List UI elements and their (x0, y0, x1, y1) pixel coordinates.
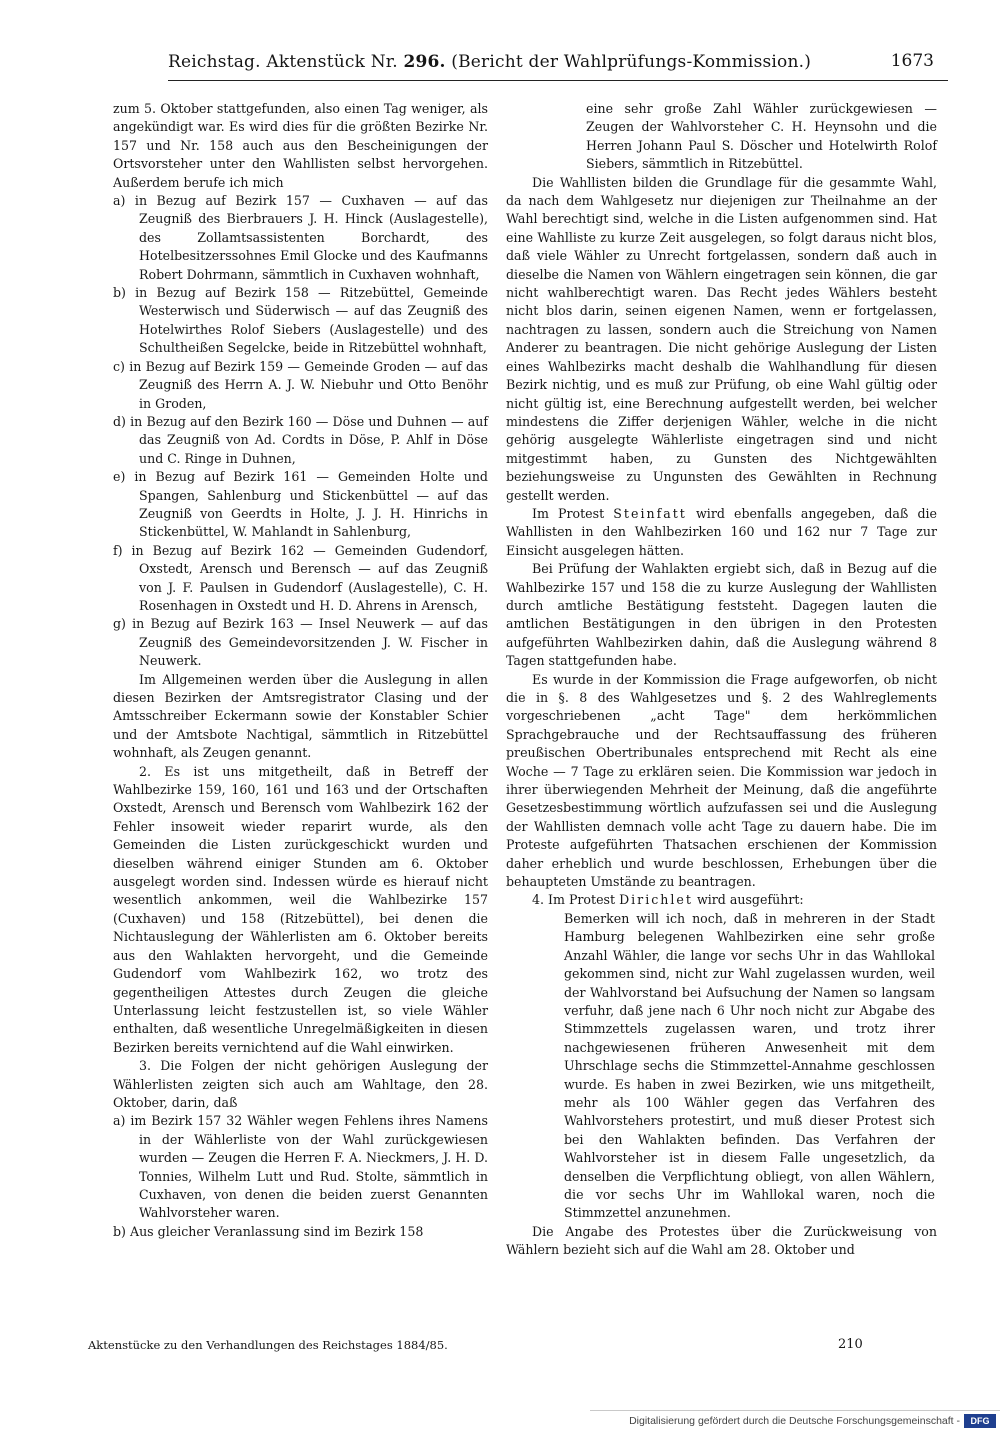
paragraph: Im Allgemeinen werden über die Auslegung in allen diesen Bezirken der Amtsregistrator Clasing und der Amtsschreiber Eckermann sowie der Konstabler Schier und der Amtsbote Nachtigal, sämmtlich in Ritzebüttel wohnhaft, als Zeugen genannt. (113, 671, 488, 761)
protest-name: Steinfatt (613, 505, 687, 521)
paragraph: Die Angabe des Protestes über die Zurückweisung von Wählern bezieht sich auf die Wahl am 28. Oktober und (506, 1223, 937, 1258)
digitization-notice-bar (590, 1410, 1000, 1433)
right-column (506, 100, 937, 1260)
dfg-logo-icon: DFG (964, 1414, 996, 1428)
paragraph-text: wird ebenfalls angegeben, daß die Wahllisten in den Wahlbezirken 160 und 162 nur 7 Tage zur Einsicht ausgelegen hätten. (506, 505, 937, 558)
protest-name: Dirichlet (619, 892, 693, 908)
list-item: c) in Bezug auf Bezirk 159 — Gemeinde Groden — auf das Zeugniß des Herrn A. J. W. Niebuhr und Otto Benöhr in Groden, (113, 358, 488, 411)
paragraph: zum 5. Oktober stattgefunden, also einen Tag weniger, als angekündigt war. Es wird dies für die größten Bezirke Nr. 157 und Nr. 158 auch aus den Bescheinigungen der Ortsvorsteher unter den Wahllisten selbst hervorgehen. Außerdem berufe ich mich (113, 101, 488, 190)
list-item: g) in Bezug auf Bezirk 163 — Insel Neuwerk — auf das Zeugniß des Gemeindevorsitzenden J. W. Fischer in Neuwerk. (113, 616, 488, 669)
paragraph-text: wird ausgeführt: (692, 892, 804, 908)
list-item: e) in Bezug auf Bezirk 161 — Gemeinden Holte und Spangen, Sahlenburg und Stickenbüttel — auf das Zeugniß von Geerdts in Holte, J. J. H. Hinrichs in Stickenbüttel, W. Mahlandt in Sahlenburg, (113, 469, 488, 540)
paragraph-text: 4. Im Protest (532, 892, 620, 908)
paragraph: Die Wahllisten bilden die Grundlage für die gesammte Wahl, da nach dem Wahlgesetz nur diejenigen zur Theilnahme an der Wahl berechtigt sind, welche in die Listen aufgenommen sind. Hat eine Wahlliste zu kurze Zeit ausgelegen, so folgt daraus nicht blos, daß viele Wähler zu Unrecht fortgelassen, sondern daß auch in dieselbe die Namen von Wählern eingetragen sein können, die gar nicht wahlberechtigt waren. Das Recht jedes Wählers besteht nicht blos darin, seinen eigenen Namen, wenn er fortgelassen, nachtragen zu lassen, sondern auch die Streichung von Namen Anderer zu beantragen. Die nicht gehörige Auslegung der Listen eines Wahlbezirks macht deshalb die Wahlhandlung für diesen Bezirk nichtig, und es muß zur Prüfung, ob eine Wahl gültig oder nicht gültig ist, eine Berechnung aufgestellt werden, bei welcher mindestens die Ziffer derjenigen Wähler, welche in die nicht gehörig ausgelegte Wählerliste eingetragen sind und nicht mitgestimmt haben, zu Gunsten des Nichtgewählten beziehungsweise zu Ungunsten des Gewählten in Rechnung gestellt werden. (506, 174, 937, 503)
paragraph: Es wurde in der Kommission die Frage aufgeworfen, ob nicht die in §. 8 des Wahlgesetzes und §. 2 des Wahlreglements vorgeschriebenen „acht Tage" dem herkömmlichen Sprachgebrauche und der Rechtsauffassung des früheren preußischen Obertribunales entsprechend mit Recht als eine Woche — 7 Tage zu erklären seien. Die Kommission war jedoch in ihrer überwiegenden Mehrheit der Meinung, daß die angeführte Gesetzesbestimmung wörtlich aufzufassen sei und die Auslegung der Wahllisten demnach volle acht Tage zu dauern habe. Die im Proteste aufgeführten Thatsachen erschienen der Kommission daher erheblich und wurde beschlossen, Erhebungen über die behaupteten Umstände zu beantragen. (506, 671, 937, 890)
document-number: 296. (403, 52, 446, 72)
footer-source: Aktenstücke zu den Verhandlungen des Reichstages 1884/85. (88, 1338, 448, 1352)
page-header (168, 50, 948, 81)
paragraph: Bei Prüfung der Wahlakten ergiebt sich, daß in Bezug auf die Wahlbezirke 157 und 158 die zu kurze Auslegung der Wahllisten durch amtliche Bestätigung feststeht. Dagegen lauten die amtlichen Bestätigungen in den übrigen in den Protesten aufgeführten Wahlbezirken dahin, daß die Auslegung während 8 Tagen stattgefunden habe. (506, 561, 937, 669)
page-number: 1673 (890, 51, 934, 71)
paragraph-text: Im Protest (532, 505, 614, 521)
list-item: f) in Bezug auf Bezirk 162 — Gemeinden Gudendorf, Oxstedt, Arensch und Berensch — auf das Zeugniß von J. F. Paulsen in Gudendorf (Auslagestelle), C. H. Rosenhagen in Oxstedt und H. D. Ahrens in Arensch, (113, 542, 488, 613)
list-item: d) in Bezug auf den Bezirk 160 — Döse und Duhnen — auf das Zeugniß von Ad. Cordts in Döse, P. Ahlf in Döse und C. Ringe in Duhnen, (113, 413, 488, 466)
digitization-notice: Digitalisierung gefördert durch die Deutsche Forschungsgemeinschaft - (629, 1415, 960, 1427)
list-item: a) im Bezirk 157 32 Wähler wegen Fehlens ihres Namens in der Wählerliste von der Wahl zurückgewiesen wurden — Zeugen die Herren F. A. Nieckmers, J. H. D. Tonnies, Wilhelm Lutt und Rud. Stolte, sämmtlich in Cuxhaven, von denen die beiden zuerst Genannten Wahlvorsteher waren. (113, 1113, 488, 1221)
list-item: b) Aus gleicher Veranlassung sind im Bezirk 158 (113, 1223, 424, 1239)
list-item: a) in Bezug auf Bezirk 157 — Cuxhaven — auf das Zeugniß des Bierbrauers J. H. Hinck (Auslagestelle), des Zollamtsassistenten Borchardt, des Hotelbesitzerssohnes Emil Glocke und des Kaufmanns Robert Dohrmann, sämmtlich in Cuxhaven wohnhaft, (113, 193, 488, 282)
block-quote: Bemerken will ich noch, daß in mehreren in der Stadt Hamburg belegenen Wahlbezirken eine sehr große Anzahl Wähler, die lange vor sechs Uhr in das Wahllokal gekommen sind, nicht zur Wahl zugelassen wurden, weil der Wahlvorstand bei Aufsuchung der Namen so langsam verfuhr, daß jene nach 6 Uhr noch nicht zur Abgabe des Stimmzettels zugelassen waren, und trotz ihrer nachgewiesenen früheren Anwesenheit mit dem Uhrschlage sechs die Stimmzettel-Annahme geschlossen wurde. Es haben in zwei Bezirken, wie uns mitgetheilt, mehr als 100 Wähler gegen das Verfahren des Wahlvorstehers protestirt, und muß dieser Protest sich bei den Wahlakten befinden. Das Verfahren der Wahlvorsteher ist in diesem Falle ungesetzlich, da denselben die Verpflichtung obliegt, von allen Wählern, die vor sechs Uhr im Wahllokal waren, noch die Stimmzettel anzunehmen. (564, 910, 935, 1221)
list-item-continuation: eine sehr große Zahl Wähler zurückgewiesen — Zeugen der Wahlvorsteher C. H. Heynsohn und die Herren Johann Paul S. Döscher und Hotelwirth Rolof Siebers, sämmtlich in Ritzebüttel. (586, 101, 937, 172)
paragraph (506, 891, 937, 909)
running-title (168, 52, 811, 72)
paragraph: 2. Es ist uns mitgetheilt, daß in Betreff der Wahlbezirke 159, 160, 161 und 163 und der Ortschaften Oxstedt, Arensch und Berensch vom Wahlbezirk 162 der Fehler insoweit wieder reparirt wurde, als den Gemeinden die Listen zurückgeschickt wurden und dieselben während einiger Stunden am 6. Oktober ausgelegt worden sind. Indessen würde es hierauf nicht wesentlich ankommen, weil die Wahlbezirke 157 (Cuxhaven) und 158 (Ritzebüttel), bei denen die Nichtauslegung der Wählerlisten am 6. Oktober bereits aus den Wahlakten hervorgeht, und die Gemeinde Gudendorf vom Wahlbezirk 162, wo trotz des gegentheiligen Attestes durch Zeugen die gleiche Unterlassung leicht festzustellen ist, so viele Wähler enthalten, daß wesentliche Unregelmäßigkeiten in diesen Bezirken bereits vernichtend auf die Wahl einwirken. (113, 763, 488, 1055)
paragraph (506, 505, 937, 560)
list-item: b) in Bezug auf Bezirk 158 — Ritzebüttel, Gemeinde Westerwisch und Süderwisch — auf das Zeugniß des Hotelwirthes Rolof Siebers (Auslagestelle) und des Schultheißen Segelcke, beide in Ritzebüttel wohnhaft, (113, 285, 488, 356)
paragraph: 3. Die Folgen der nicht gehörigen Auslegung der Wählerlisten zeigten sich auch am Wahltage, den 28. Oktober, darin, daß (113, 1058, 488, 1110)
left-column (113, 100, 488, 1241)
running-title-text: Reichstag. Aktenstück Nr. (168, 52, 404, 72)
running-title-subtitle: (Bericht der Wahlprüfungs-Kommission.) (445, 52, 812, 72)
signature-page-code: 210 (838, 1337, 863, 1352)
